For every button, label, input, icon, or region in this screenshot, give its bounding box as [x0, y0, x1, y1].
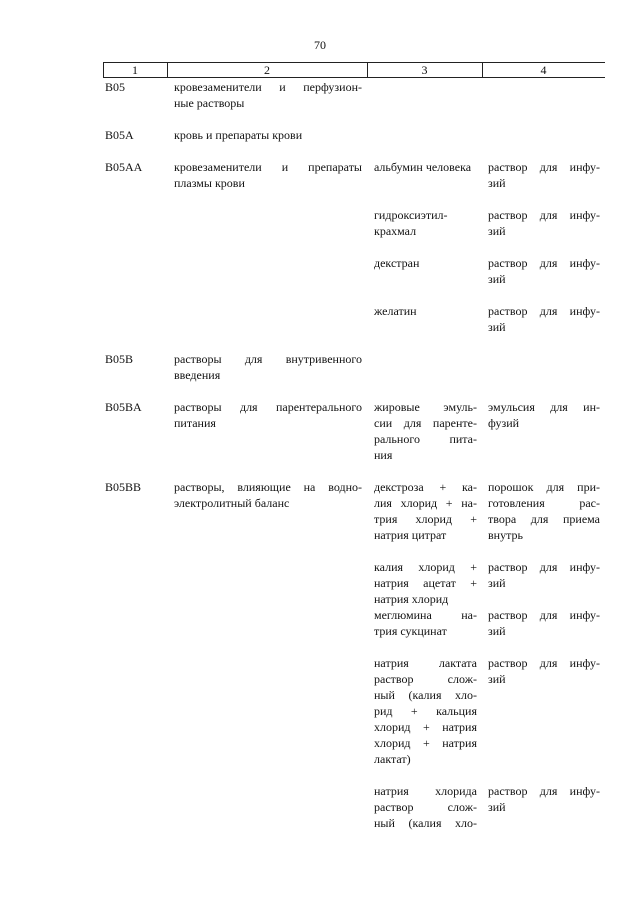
group-name: растворы для парентерального питания [174, 400, 362, 430]
group-name: растворы, влияющие на водно- электролитный баланс [174, 480, 362, 510]
group-name: кровезаменители и перфузион- ные растворы [174, 80, 362, 110]
dosage-form: эмульсия для ин- фузий [488, 400, 600, 430]
drug-name: натрия хлорида раствор слож- ный (калия хло- [374, 784, 477, 830]
column-header-4: 4 [540, 63, 547, 77]
drug-name: жировые эмуль- сии для парентe- рального пита- ния [374, 400, 477, 462]
group-name: кровь и препараты крови [174, 128, 303, 142]
atc-code: B05A [105, 128, 134, 142]
drug-name: декстроза + ка- лия хлорид + на- трия хлорид + натрия цитрат [374, 480, 477, 542]
column-header-3: 3 [421, 63, 428, 77]
dosage-form: раствор для инфу- зий [488, 608, 600, 638]
dosage-form: раствор для инфу- зий [488, 304, 600, 334]
dosage-form: раствор для инфу- зий [488, 208, 600, 238]
page-number: 70 [314, 38, 326, 52]
atc-code: B05BB [105, 480, 142, 494]
group-name: растворы для внутривенного введения [174, 352, 362, 382]
drug-name: альбумин человека [374, 160, 472, 174]
drug-name: калия хлорид + натрия ацетат + натрия хлорид [374, 560, 477, 606]
atc-code: B05 [105, 80, 126, 94]
column-header-2: 2 [264, 63, 270, 77]
dosage-form: раствор для инфу- зий [488, 256, 600, 286]
dosage-form: раствор для инфу- зий [488, 784, 600, 814]
drug-name: желатин [374, 304, 417, 318]
dosage-form: раствор для инфу- зий [488, 160, 600, 190]
atc-code: B05B [105, 352, 134, 366]
drug-name: натрия лактата раствор слож- ный (калия хло- рид + кальция хлорид + натрия хлорид + натрия лактат) [374, 656, 477, 766]
group-name: кровезаменители и препараты плазмы крови [174, 160, 362, 190]
dosage-form: раствор для инфу- зий [488, 560, 600, 590]
drug-name: меглюмина на- трия сукцинат [374, 608, 477, 638]
drug-name: гидроксиэтил- крахмал [374, 208, 448, 238]
atc-code: B05AA [105, 160, 143, 174]
atc-code: B05BA [105, 400, 142, 414]
drug-name: декстран [374, 256, 420, 270]
dosage-form: порошок для при- готовления рас- твора для приема внутрь [488, 480, 600, 542]
column-header-1: 1 [132, 63, 138, 77]
dosage-form: раствор для инфу- зий [488, 656, 600, 686]
